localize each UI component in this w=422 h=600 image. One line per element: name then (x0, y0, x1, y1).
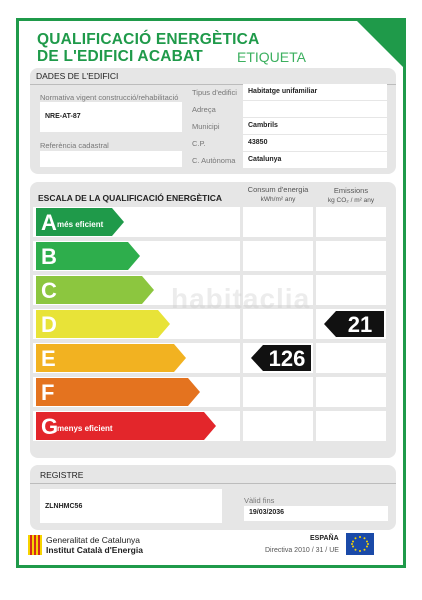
cadastral-label: Referència cadastral (40, 141, 109, 150)
region-label: C. Autònoma (192, 156, 236, 165)
emissions-unit: kg CO₂ / m² any (327, 197, 375, 204)
watermark: habitaclia (171, 283, 311, 314)
postcode-value: 43850 (243, 135, 387, 151)
valid-label: Vàlid fins (244, 496, 275, 505)
class-c-letter: C (41, 278, 57, 303)
class-c-arrow (36, 276, 154, 304)
address-label: Adreça (192, 105, 216, 114)
municipality-label: Municipi (192, 122, 220, 131)
consumption-unit: kWh/m² any (260, 196, 296, 203)
country-label: ESPAÑA (310, 535, 339, 542)
building-section-title: DADES DE L'EDIFICI (36, 71, 119, 81)
consumption-indicator (251, 345, 311, 371)
title-line1: QUALIFICACIÓ ENERGÈTICA (37, 31, 260, 48)
register-panel (30, 465, 396, 530)
energy-scale-panel (30, 182, 396, 458)
regulation-label: Normativa vigent construcció/rehabilitació (40, 93, 179, 102)
building-type-value: Habitatge unifamiliar (243, 84, 387, 100)
postcode-label: C.P. (192, 139, 206, 148)
class-d-arrow (36, 310, 170, 338)
cadastral-value (40, 151, 182, 167)
emissions-indicator (324, 311, 384, 337)
consumption-indicator-value: 126 (268, 346, 306, 371)
scale-cell-f-1 (243, 377, 313, 407)
title-line2: DE L'EDIFICI ACABAT (37, 48, 203, 65)
class-a-arrow (36, 208, 124, 236)
scale-section-title: ESCALA DE LA QUALIFICACIÓ ENERGÈTICA (38, 193, 223, 203)
scale-cell-b-2 (316, 241, 386, 271)
class-d-letter: D (41, 312, 57, 337)
eu-flag-icon (346, 533, 374, 555)
class-b-letter: B (41, 244, 57, 269)
label-etiqueta: ETIQUETA (237, 49, 306, 65)
address-value (243, 101, 387, 117)
register-section-title: REGISTRE (40, 470, 84, 480)
org-line2: Institut Català d'Energia (46, 545, 143, 555)
class-g-letter: G (41, 414, 59, 439)
scale-cell-f-2 (316, 377, 386, 407)
senyera-icon (28, 535, 42, 555)
class-f-letter: F (41, 380, 55, 405)
class-a-letter: A (41, 210, 57, 235)
energy-label (16, 18, 406, 568)
scale-cell-b-1 (243, 241, 313, 271)
class-g-arrow (36, 412, 216, 440)
scale-cell-e-2 (316, 343, 386, 373)
building-data-panel (30, 68, 396, 174)
emissions-header: Emissions (333, 186, 369, 195)
scale-cell-g-1 (243, 411, 313, 441)
class-b-arrow (36, 242, 140, 270)
class-a-caption: més eficient (57, 220, 104, 229)
consumption-header: Consum d'energia (247, 185, 309, 194)
register-value: ZLNHMC56 (40, 489, 222, 523)
class-g-caption: menys eficient (57, 424, 113, 433)
class-e-letter: E (41, 346, 56, 371)
scale-cell-c-2 (316, 275, 386, 305)
region-value: Catalunya (243, 152, 387, 168)
scale-cell-g-2 (316, 411, 386, 441)
scale-cell-a-2 (316, 207, 386, 237)
valid-value: 19/03/2036 (244, 506, 388, 521)
org-line1: Generalitat de Catalunya (46, 535, 141, 545)
emissions-indicator-value: 21 (347, 312, 373, 337)
municipality-value: Cambrils (243, 118, 387, 134)
corner-triangle (355, 19, 405, 69)
directive-label: Directiva 2010 / 31 / UE (265, 547, 339, 554)
regulation-value: NRE-AT-87 (40, 102, 182, 132)
building-type-label: Tipus d'edifici (192, 88, 237, 97)
class-f-arrow (36, 378, 200, 406)
class-e-arrow (36, 344, 186, 372)
scale-cell-a-1 (243, 207, 313, 237)
